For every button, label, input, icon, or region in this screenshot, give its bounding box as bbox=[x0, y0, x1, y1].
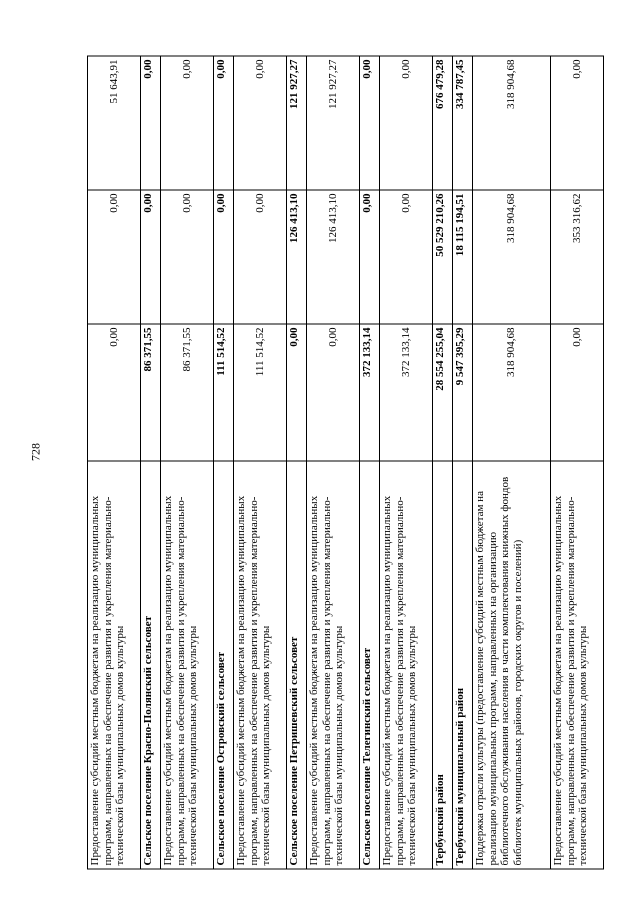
value-cell-1: 0,00 bbox=[551, 324, 604, 461]
value-cell-1: 9 547 395,29 bbox=[453, 324, 473, 461]
table-row bbox=[307, 56, 360, 869]
value-cell-3: 318 904,68 bbox=[473, 56, 551, 190]
value-cell-3: 0,00 bbox=[161, 56, 214, 190]
row-label: Предоставление субсидий местным бюджетам на реализацию муниципальных программ, направленных на обеспечение развития и укрепления материально-технической базы муниципальных домов культуры bbox=[88, 461, 141, 869]
value-cell-1: 0,00 bbox=[307, 324, 360, 461]
value-cell-1: 111 514,52 bbox=[234, 324, 287, 461]
value-cell-3: 0,00 bbox=[360, 56, 380, 190]
budget-table-body bbox=[88, 56, 604, 869]
value-cell-1: 86 371,55 bbox=[141, 324, 161, 461]
value-cell-2: 126 413,10 bbox=[307, 190, 360, 324]
value-cell-2: 126 413,10 bbox=[287, 190, 307, 324]
table-row bbox=[380, 56, 433, 869]
value-cell-1: 318 904,68 bbox=[473, 324, 551, 461]
table-row-section bbox=[433, 56, 453, 869]
table-row bbox=[88, 56, 141, 869]
table-row bbox=[161, 56, 214, 869]
row-label: Предоставление субсидий местным бюджетам на реализацию муниципальных программ, направленных на обеспечение развития и укрепления материально-технической базы муниципальных домов культуры bbox=[161, 461, 214, 869]
row-label: Предоставление субсидий местным бюджетам на реализацию муниципальных программ, направленных на обеспечение развития и укрепления материально-технической базы муниципальных домов культуры bbox=[380, 461, 433, 869]
row-label: Предоставление субсидий местным бюджетам на реализацию муниципальных программ, направленных на обеспечение развития и укрепления материально-технической базы муниципальных домов культуры bbox=[234, 461, 287, 869]
value-cell-1: 86 371,55 bbox=[161, 324, 214, 461]
table-row-section bbox=[287, 56, 307, 869]
row-label: Предоставление субсидий местным бюджетам на реализацию муниципальных программ, направленных на обеспечение развития и укрепления материально-технической базы муниципальных домов культуры bbox=[307, 461, 360, 869]
value-cell-1: 372 133,14 bbox=[360, 324, 380, 461]
value-cell-2: 0,00 bbox=[380, 190, 433, 324]
value-cell-2: 0,00 bbox=[234, 190, 287, 324]
value-cell-2: 18 115 194,51 bbox=[453, 190, 473, 324]
table-row bbox=[234, 56, 287, 869]
value-cell-2: 0,00 bbox=[161, 190, 214, 324]
rotated-table-container bbox=[87, 57, 590, 870]
value-cell-2: 50 529 210,26 bbox=[433, 190, 453, 324]
table-row-section bbox=[453, 56, 473, 869]
table-row-section bbox=[141, 56, 161, 869]
value-cell-3: 121 927,27 bbox=[287, 56, 307, 190]
value-cell-2: 0,00 bbox=[214, 190, 234, 324]
value-cell-2: 0,00 bbox=[360, 190, 380, 324]
value-cell-3: 0,00 bbox=[551, 56, 604, 190]
table-row bbox=[551, 56, 604, 869]
value-cell-3: 0,00 bbox=[141, 56, 161, 190]
row-label: Поддержка отрасли культуры (предоставление субсидий местным бюджетам на реализацию муниципальных программ, направленных на организацию библиотечного обслуживания населения в части комплектования книжных фондов библиотек муниципальных районов, городских округов и поселений) bbox=[473, 461, 551, 869]
value-cell-1: 0,00 bbox=[287, 324, 307, 461]
budget-table bbox=[87, 56, 604, 870]
value-cell-1: 372 133,14 bbox=[380, 324, 433, 461]
value-cell-1: 111 514,52 bbox=[214, 324, 234, 461]
row-label: Сельское поселение Красно-Полянский сельсовет bbox=[141, 461, 161, 869]
row-label: Сельское поселение Островский сельсовет bbox=[214, 461, 234, 869]
value-cell-2: 318 904,68 bbox=[473, 190, 551, 324]
row-label: Тербунский район bbox=[433, 461, 453, 869]
row-label: Предоставление субсидий местным бюджетам на реализацию муниципальных программ, направленных на обеспечение развития и укрепления материально-технической базы муниципальных домов культуры bbox=[551, 461, 604, 869]
row-label: Сельское поселение Петришевский сельсовет bbox=[287, 461, 307, 869]
value-cell-3: 121 927,27 bbox=[307, 56, 360, 190]
value-cell-3: 334 787,45 bbox=[453, 56, 473, 190]
row-label: Сельское поселение Телегинский сельсовет bbox=[360, 461, 380, 869]
row-label: Тербунский муниципальный район bbox=[453, 461, 473, 869]
table-row bbox=[473, 56, 551, 869]
value-cell-3: 0,00 bbox=[234, 56, 287, 190]
value-cell-1: 28 554 255,04 bbox=[433, 324, 453, 461]
value-cell-3: 51 643,91 bbox=[88, 56, 141, 190]
page-number: 728 bbox=[28, 443, 43, 461]
value-cell-3: 0,00 bbox=[380, 56, 433, 190]
value-cell-3: 676 479,28 bbox=[433, 56, 453, 190]
table-row-section bbox=[360, 56, 380, 869]
value-cell-2: 0,00 bbox=[88, 190, 141, 324]
value-cell-2: 353 316,62 bbox=[551, 190, 604, 324]
value-cell-3: 0,00 bbox=[214, 56, 234, 190]
table-row-section bbox=[214, 56, 234, 869]
value-cell-2: 0,00 bbox=[141, 190, 161, 324]
value-cell-1: 0,00 bbox=[88, 324, 141, 461]
